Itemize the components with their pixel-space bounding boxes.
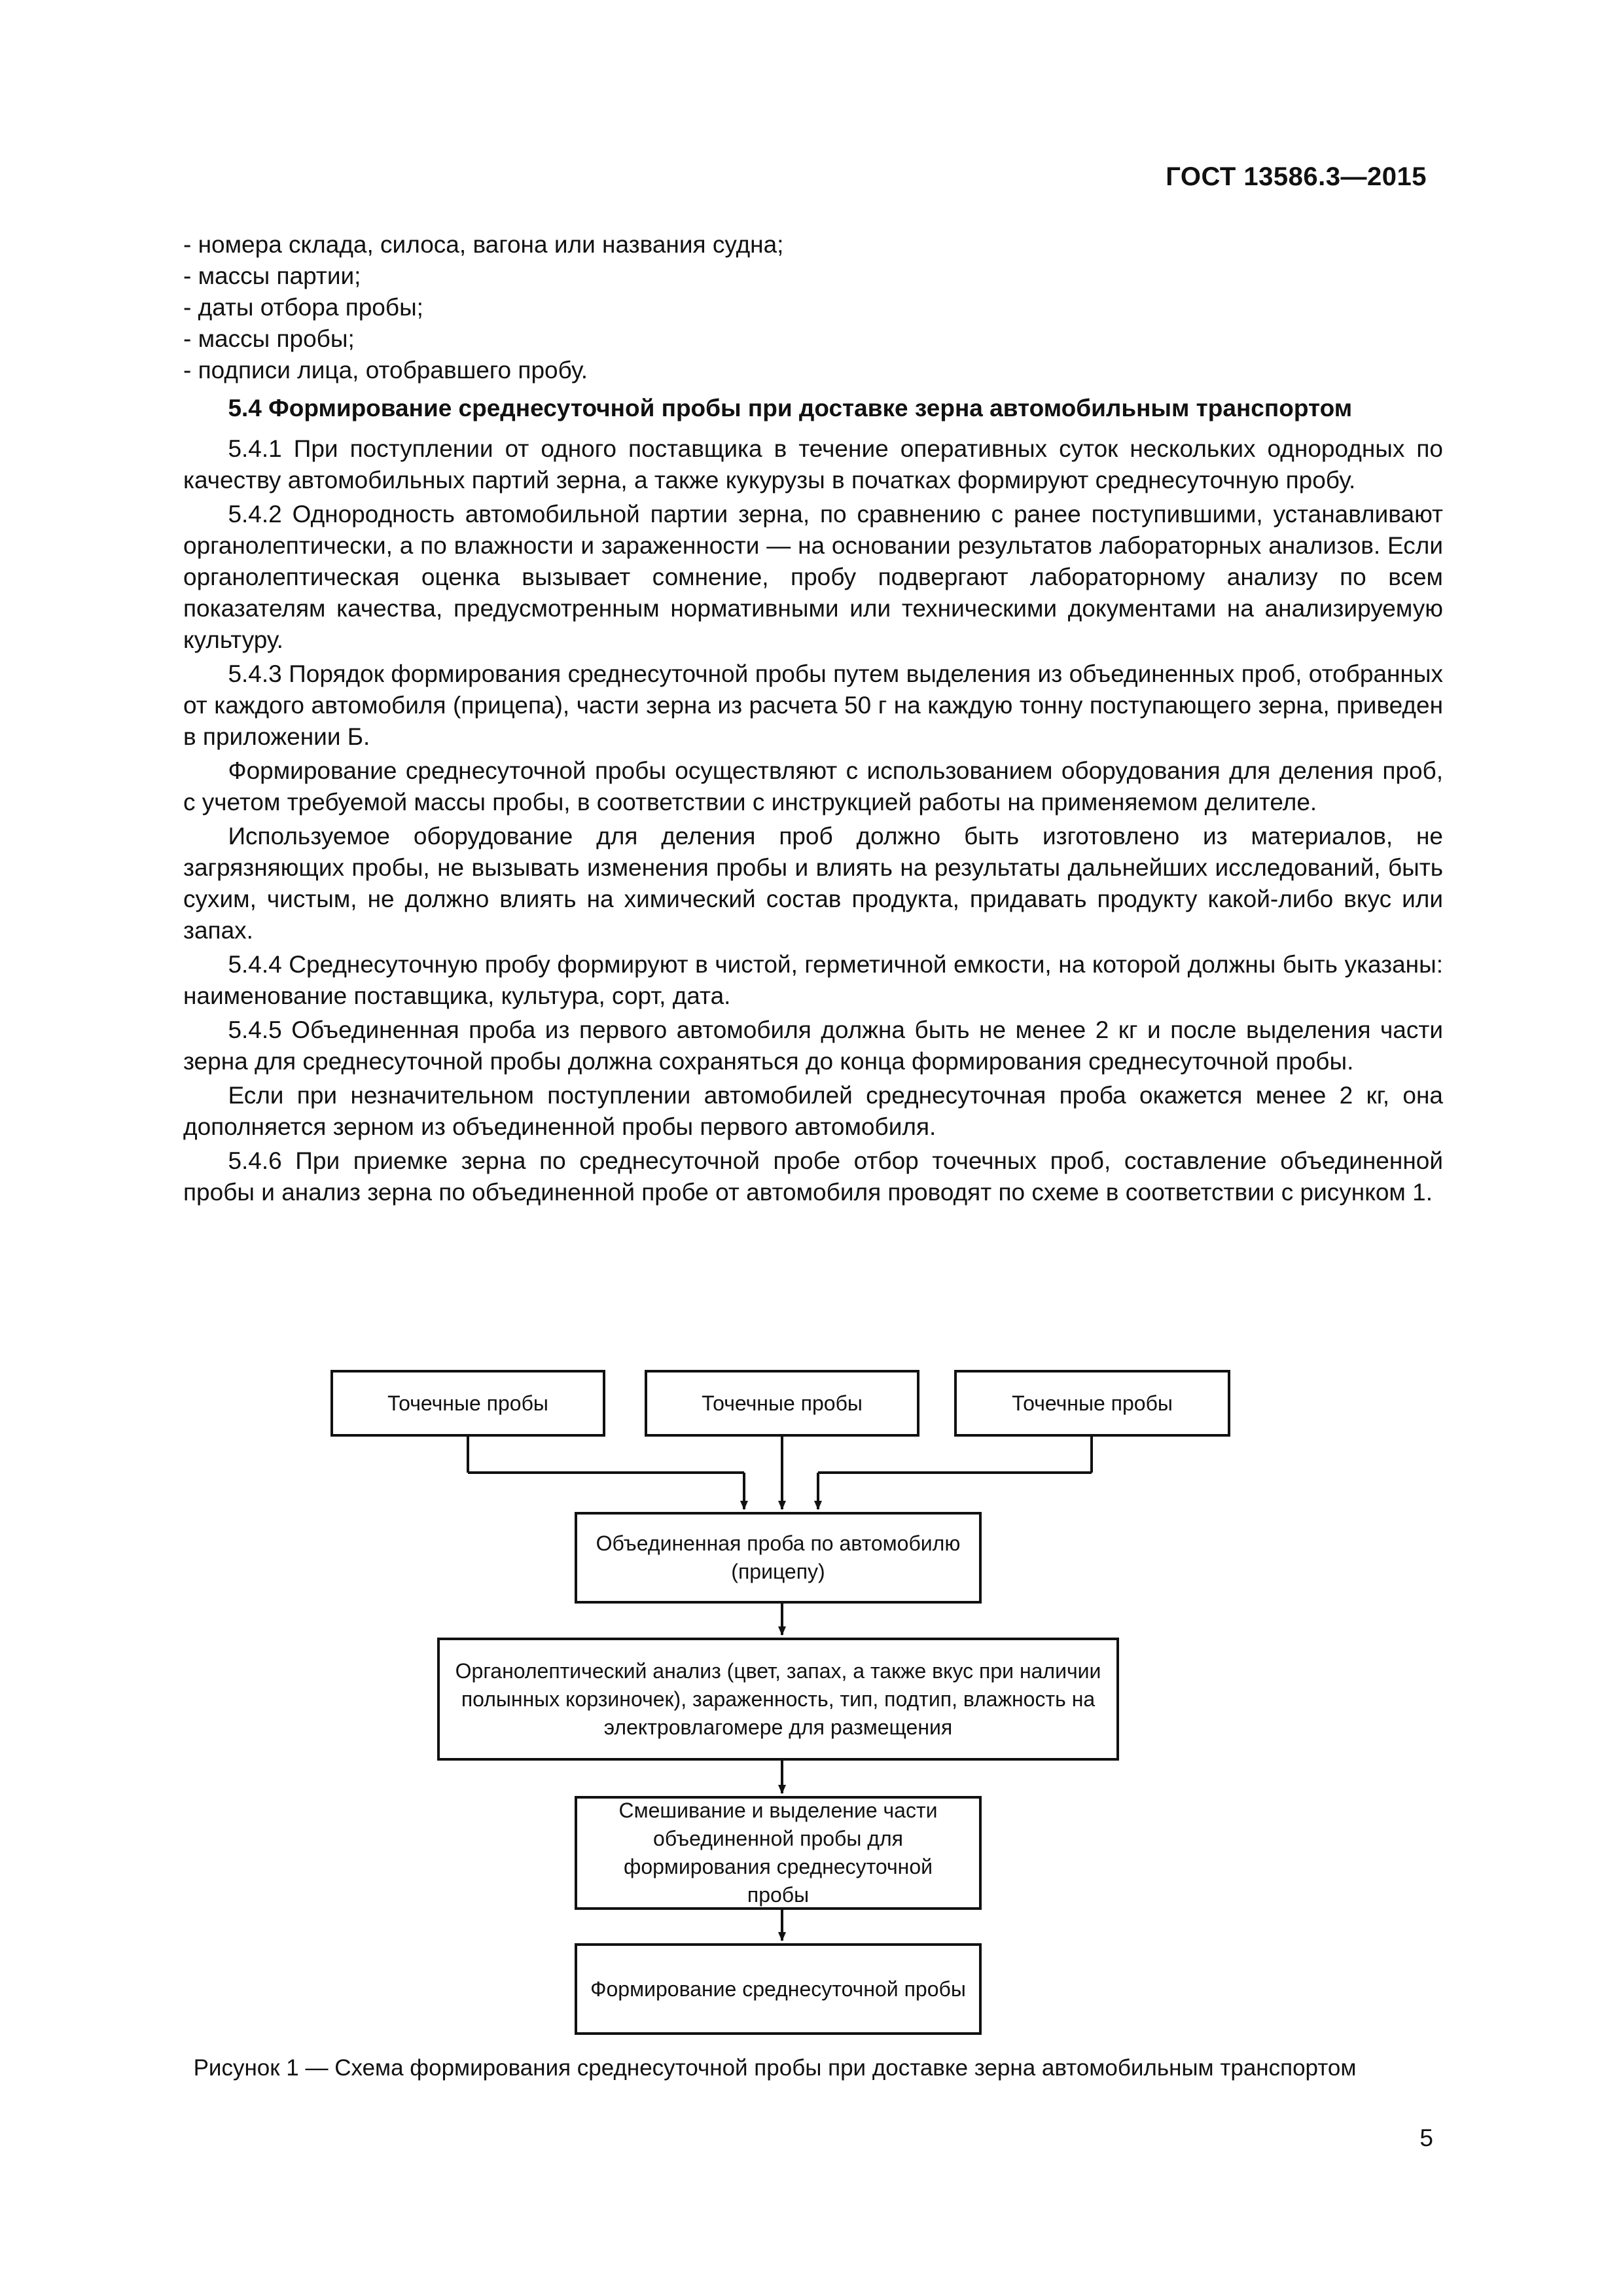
spot-sample-box: Точечные пробы: [954, 1370, 1230, 1437]
spot-sample-box: Точечные пробы: [330, 1370, 605, 1437]
paragraph-5-4-2: 5.4.2 Однородность автомобильной партии зерна, по сравнению с ранее поступившими, устанавливают органолептически, а по влажности и зараженности — на основании результатов лабораторных анализов. Если органолептическая оценка вызывает сомнение, пробу подвергают лабораторному анализу по всем показателям качества, предусмотренным нормативными или техническими документами на анализируемую культуру.: [183, 501, 1443, 653]
spot-sample-box: Точечные пробы: [645, 1370, 919, 1437]
list-item: - даты отбора пробы;: [183, 294, 423, 321]
paragraph-equipment-requirements: Используемое оборудование для деления проб должно быть изготовлено из материалов, не загрязняющих пробы, не вызывать изменения пробы и влиять на результаты дальнейших исследований, быть сухим, чистым, не должно влиять на химический состав продукта, придавать продукту какой-либо вкус или запах.: [183, 823, 1443, 944]
mixing-box: Смешивание и выделение части объединенной пробы для формирования среднесуточной пробы: [575, 1796, 982, 1910]
paragraph-5-4-3: 5.4.3 Порядок формирования среднесуточной пробы путем выделения из объединенных проб, отобранных от каждого автомобиля (прицепа), части зерна из расчета 50 г на каждую тонну поступающего зерна, приведен в приложении Б.: [183, 660, 1443, 750]
formation-box: Формирование среднесуточной пробы: [575, 1943, 982, 2035]
list-item: - номера склада, силоса, вагона или названия судна;: [183, 231, 784, 258]
paragraph-5-4-5: 5.4.5 Объединенная проба из первого автомобиля должна быть не менее 2 кг и после выделения части зерна для среднесуточной пробы должна сохраняться до конца формирования среднесуточной пробы.: [183, 1016, 1443, 1075]
analysis-box: Органолептический анализ (цвет, запах, а также вкус при наличии полынных корзиночек), зараженность, тип, подтип, влажность на электровлагомере для размещения: [437, 1638, 1119, 1761]
list-item: - массы пробы;: [183, 325, 355, 352]
figure-caption: Рисунок 1 — Схема формирования среднесуточной пробы при доставке зерна автомобильным транспортом: [193, 2055, 1357, 2081]
standard-code: ГОСТ 13586.3—2015: [1166, 162, 1427, 191]
paragraph-5-4-4: 5.4.4 Среднесуточную пробу формируют в чистой, герметичной емкости, на которой должны быть указаны: наименование поставщика, культура, сорт, дата.: [183, 951, 1443, 1009]
paragraph-5-4-6: 5.4.6 При приемке зерна по среднесуточной пробе отбор точечных проб, составление объединенной пробы и анализ зерна по объединенной пробе от автомобиля проводят по схеме в соответствии с рисунком 1.: [183, 1147, 1443, 1206]
page-number: 5: [1419, 2125, 1433, 2151]
section-heading: 5.4 Формирование среднесуточной пробы при доставке зерна автомобильным транспортом: [228, 395, 1353, 422]
paragraph-5-4-1: 5.4.1 При поступлении от одного поставщика в течение оперативных суток нескольких однородных по качеству автомобильных партий зерна, а также кукурузы в початках формируют среднесуточную пробу.: [183, 435, 1443, 493]
list-item: - подписи лица, отобравшего пробу.: [183, 357, 588, 384]
list-item: - массы партии;: [183, 262, 361, 289]
paragraph-equipment-usage: Формирование среднесуточной пробы осуществляют с использованием оборудования для деления проб, с учетом требуемой массы пробы, в соответствии с инструкцией работы на применяемом делителе.: [183, 757, 1443, 816]
combined-sample-box: Объединенная проба по автомобилю (прицепу): [575, 1512, 982, 1604]
paragraph-low-intake: Если при незначительном поступлении автомобилей среднесуточная проба окажется менее 2 кг, она дополняется зерном из объединенной пробы первого автомобиля.: [183, 1082, 1443, 1140]
